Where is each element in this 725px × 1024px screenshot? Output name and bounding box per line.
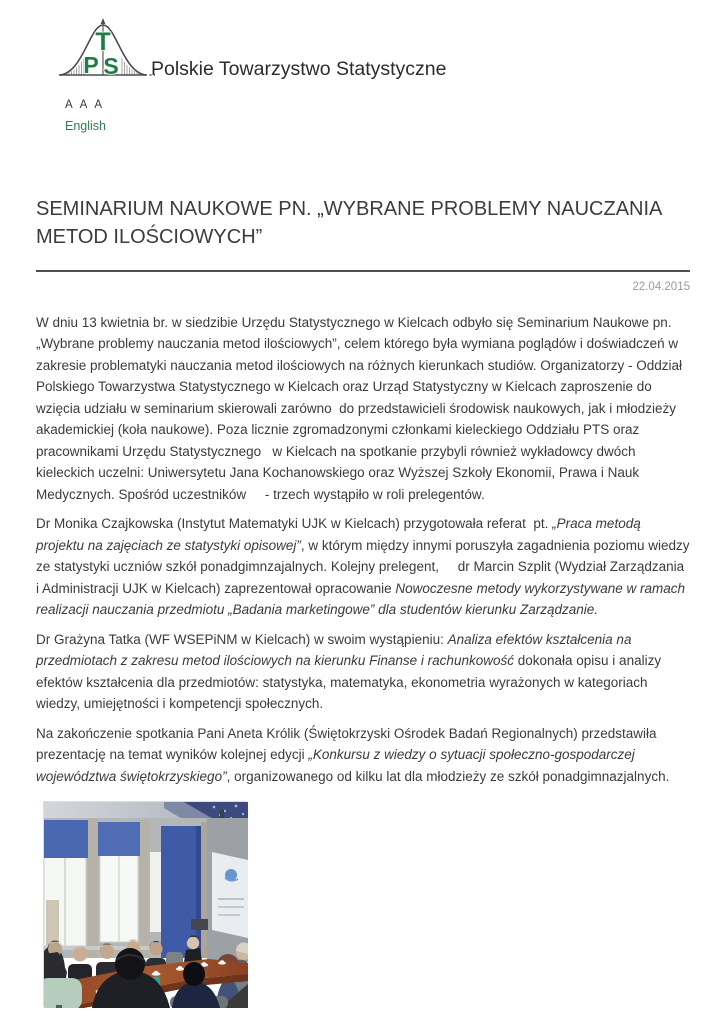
site-header	[0, 0, 725, 135]
font-size-large-button[interactable]: A	[94, 99, 103, 111]
paragraph-segment: , w którym między innymi poruszyła zagadnienia poziomu wiedzy ze statystyki uczniów szkół ponadgimnzajalnych. Kolejny prelegent, dr Marcin Szplit (Wydział Zarządzania i Administracji UJK w Kielcach) zaprezentował opracowanie	[36, 537, 694, 596]
seminar-photo	[43, 801, 247, 1007]
logo-letter-s: S	[103, 53, 119, 79]
font-size-controls	[65, 100, 725, 112]
brand-link[interactable]	[57, 17, 447, 83]
logo-letter-p: P	[83, 52, 99, 78]
article-paragraph-2	[36, 513, 694, 621]
article-paragraph-3	[36, 629, 690, 715]
paragraph-segment: dokonała opisu i analizy efektów kształcenia dla przedmiotów: statystyka, matematyka, ekonometria wyrażonych w kategoriach wiedzy, umiejętności i kompetencji społecznych.	[36, 653, 665, 711]
paragraph-segment: Dr Grażyna Tatka (WF WSEPiNM w Kielcach) w swoim wystąpieniu:	[36, 631, 448, 647]
title-divider	[36, 270, 690, 272]
article-paragraph-4	[36, 723, 690, 788]
paragraph-segment-italic: „Praca metodą projektu na zajęciach ze statystyki opisowej”	[36, 516, 645, 553]
paragraph-segment-italic: Nowoczesne metody wykorzystywane w ramach realizacji nauczania przedmiotu „Badania marketingowe” dla studentów kierunku Zarządzanie.	[36, 580, 689, 617]
font-size-small-button[interactable]: A	[65, 99, 73, 111]
page-title: SEMINARIUM NAUKOWE PN. „WYBRANE PROBLEMY NAUCZANIA METOD ILOŚCIOWYCH”	[36, 197, 662, 248]
photo-windows	[44, 818, 210, 958]
paragraph-segment: , organizowanego od kilku lat dla młodzieży ze szkół ponadgimnazjalnych.	[226, 768, 670, 784]
paragraph-segment: W dniu 13 kwietnia br. w siedzibie Urzędu Statystycznego w Kielcach odbyło się Seminarium Naukowe pn. „Wybrane problemy nauczania metod ilościowych”, celem którego była wymiana poglądów i doświadczeń w zakresie problematyki nauczania metod ilościowych na różnych kierunkach studiów. Organizatorzy - Oddział Polskiego Towarzystwa Statystycznego w Kielcach oraz Urząd Statystyczny w Kielcach zaproszenie do wzięcia udziału w seminarium skierowali zarówno do przedstawicieli środowisk naukowych, jak i młodzieży akademickiej (koła naukowe). Poza licznie zgromadzonymi członkami kieleckiego Oddziału PTS oraz pracownikami Urzędu Statystycznego w Kielcach na spotkanie przybyli również wykładowcy dwóch kieleckich uczelni: Uniwersytetu Jana Kochanowskiego oraz Wyższej Szkoły Ekonomii, Prawa i Nauk Medycznych. Spośród uczestników - trzech wystąpiło w roli prelegentów.	[36, 314, 686, 502]
font-size-medium-button[interactable]: A	[79, 99, 88, 111]
paragraph-segment-italic: Analiza efektów kształcenia na przedmiotach z zakresu metod ilościowych na kierunku Finanse i rachunkowość	[36, 631, 636, 668]
photo-projection-screen	[212, 852, 248, 938]
article-paragraph-1	[36, 312, 690, 506]
paragraph-segment-italic: „Konkursu z wiedzy o sytuacji społeczno-gospodarczej województwa świętokrzyskiego”	[36, 747, 639, 784]
main-content	[36, 195, 694, 1008]
pts-logo-icon	[57, 17, 157, 83]
paragraph-segment: Na zakończenie spotkania Pani Aneta Królik (Świętokrzyski Ośrodek Badań Regionalnych) przedstawiła prezentację na temat wyników kolejnej edycji	[36, 725, 661, 762]
publish-date: 22.04.2015	[632, 280, 690, 293]
paragraph-segment: Dr Monika Czajkowska (Instytut Matematyki UJK w Kielcach) przygotowała referat pt.	[36, 516, 553, 531]
logo-letter-t: T	[95, 28, 111, 56]
language-link-english[interactable]: English	[65, 118, 106, 133]
article-body	[36, 312, 694, 1008]
brand-title: Polskie Towarzystwo Statystyczne	[151, 57, 447, 80]
header-controls	[65, 100, 725, 135]
